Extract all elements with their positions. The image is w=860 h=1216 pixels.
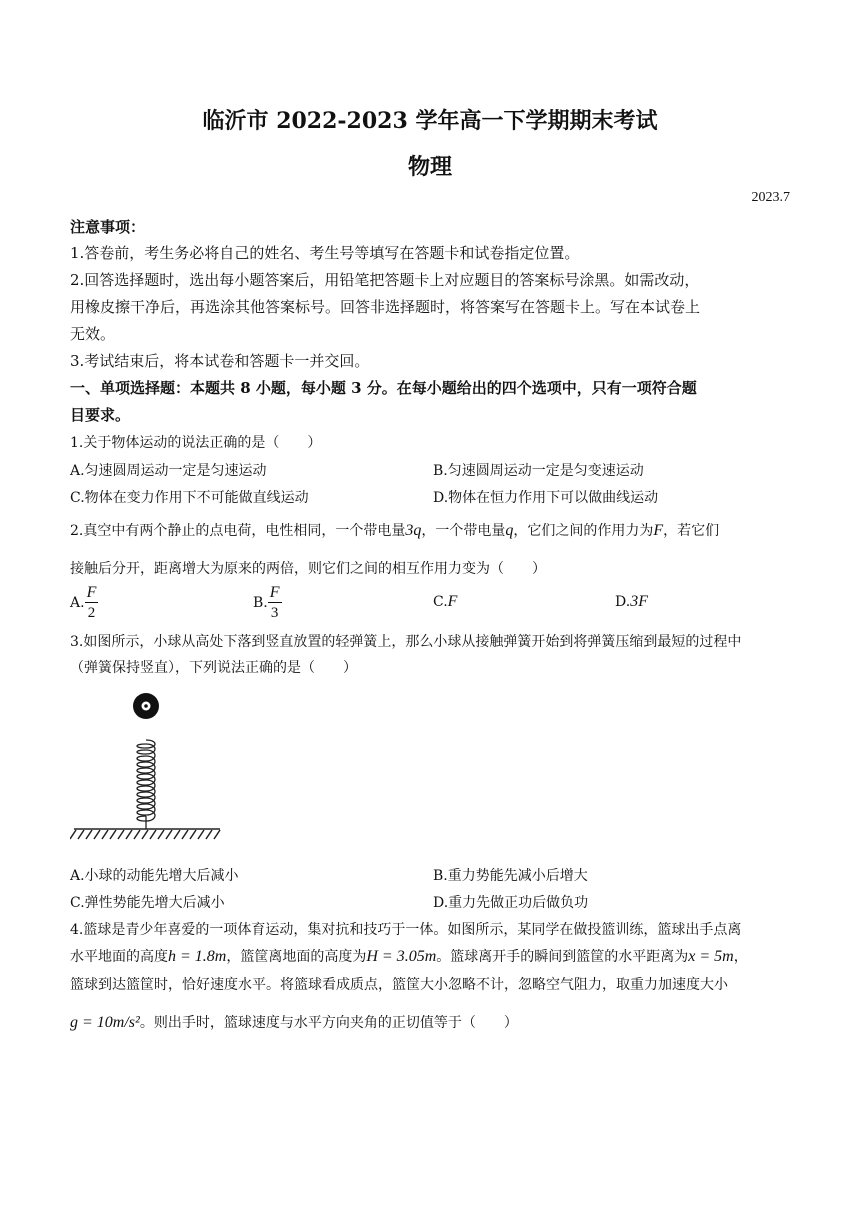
q2-stem-b: ，一个带电量 — [421, 523, 506, 539]
q3-option-a: A.小球的动能先增大后减小 — [70, 868, 239, 884]
q2-option-b-label: B. — [253, 595, 268, 611]
q4-line-4: 。则出手时，篮球速度与水平方向夹角的正切值等于（ ） — [139, 1015, 518, 1031]
q2-option-a-numerator: F — [86, 584, 97, 601]
q2-option-c — [433, 593, 457, 611]
q4-line-3: 篮球到达篮筐时，恰好速度水平。将篮球看成质点，篮筐大小忽略不计，忽略空气阻力，取重力加速度大小 — [70, 977, 728, 993]
q2-stem-line-2: 接触后分开，距离增大为原来的两倍，则它们之间的相互作用力变为（ ） — [70, 561, 546, 577]
q2-option-b-numerator: F — [269, 584, 280, 601]
notice-line-3: 3.考试结束后，将本试卷和答题卡一并交回。 — [70, 352, 370, 370]
q4-g-value: g = 10m/s² — [70, 1014, 140, 1031]
q2-option-b-denominator: 3 — [270, 605, 279, 621]
q4-line-1: 4.篮球是青少年喜爱的一项体育运动，集对抗和技巧于一体。如图所示，某同学在做投篮训练，篮球出手点离 — [70, 922, 742, 938]
exam-title: 临沂市 2022-2023 学年高一下学期期末考试 — [202, 108, 658, 134]
q2-option-c-value: F — [447, 593, 458, 610]
spring — [137, 740, 155, 829]
ball-spring-figure — [70, 684, 230, 844]
q2-option-a-label: A. — [70, 595, 85, 611]
q2-stem-a: 2.真空中有两个静止的点电荷，电性相同，一个带电量 — [70, 523, 406, 539]
q4-line-2d: ， — [733, 949, 748, 965]
q3-option-c: C.弹性势能先增大后减小 — [70, 895, 225, 911]
q4-line-2a: 水平地面的高度 — [70, 949, 168, 965]
q3-stem-line-2: （弹簧保持竖直），下列说法正确的是（ ） — [70, 660, 357, 676]
q4-line-2b: ，篮筐离地面的高度为 — [226, 949, 367, 965]
ground — [70, 829, 220, 839]
exam-date: 2023.7 — [751, 190, 790, 205]
q1-stem: 1.关于物体运动的说法正确的是（ ） — [70, 435, 322, 451]
q4-x-value: x = 5m — [688, 948, 734, 965]
q2-option-d-label: D. — [615, 594, 631, 610]
q2-stem-c: ，它们之间的作用力为 — [513, 523, 654, 539]
q2-option-a — [70, 584, 98, 622]
notice-heading: 注意事项： — [70, 218, 146, 236]
notice-line-1: 1.答卷前，考生务必将自己的姓名、考生号等填写在答题卡和试卷指定位置。 — [70, 244, 580, 262]
q1-option-b: B.匀速圆周运动一定是匀变速运动 — [433, 463, 644, 479]
q3-option-b: B.重力势能先减小后增大 — [433, 868, 588, 884]
q4-line-2c: 。篮球离开手的瞬间到篮筐的水平距离为 — [436, 949, 689, 965]
q2-option-d-value: 3F — [630, 593, 648, 610]
q1-option-c: C.物体在变力作用下不可能做直线运动 — [70, 490, 309, 506]
q4-h-value: h = 1.8m — [168, 948, 227, 965]
q2-option-b-fraction — [268, 584, 282, 622]
q4-line-4-wrap — [70, 1012, 518, 1032]
q2-stem-line-1 — [70, 520, 719, 540]
q2-force: F — [653, 522, 664, 539]
section-1-heading-line-2: 目要求。 — [70, 406, 131, 424]
q4-H-value: H = 3.05m — [366, 948, 437, 965]
section-1-heading-line-1: 一、单项选择题：本题共 8 小题，每小题 3 分。在每小题给出的四个选项中，只有一项符合题 — [70, 379, 697, 397]
subject-title: 物理 — [407, 154, 452, 180]
q2-option-c-label: C. — [433, 594, 448, 610]
q1-option-a: A.匀速圆周运动一定是匀速运动 — [70, 463, 267, 479]
q4-line-2 — [70, 946, 748, 966]
q2-option-b — [253, 584, 282, 622]
q2-option-a-denominator: 2 — [87, 605, 96, 621]
notice-line-2a: 2.回答选择题时，选出每小题答案后，用铅笔把答题卡上对应题目的答案标号涂黑。如需改动， — [70, 271, 700, 289]
q3-option-d: D.重力先做正功后做负功 — [433, 895, 589, 911]
q1-option-d: D.物体在恒力作用下可以做曲线运动 — [433, 490, 659, 506]
q2-option-d — [615, 593, 648, 611]
ball — [133, 693, 159, 719]
q2-stem-d: ，若它们 — [663, 523, 720, 539]
notice-line-2b: 用橡皮擦干净后，再选涂其他答案标号。回答非选择题时，将答案写在答题卡上。写在本试卷上 — [70, 298, 701, 316]
notice-line-2c: 无效。 — [70, 325, 116, 343]
q2-charge-1: 3q — [405, 522, 422, 539]
q2-charge-2: q — [505, 522, 514, 539]
q2-option-a-fraction — [85, 584, 99, 622]
q3-stem-line-1: 3.如图所示，小球从高处下落到竖直放置的轻弹簧上，那么小球从接触弹簧开始到将弹簧压缩到最短的过程中 — [70, 634, 742, 650]
